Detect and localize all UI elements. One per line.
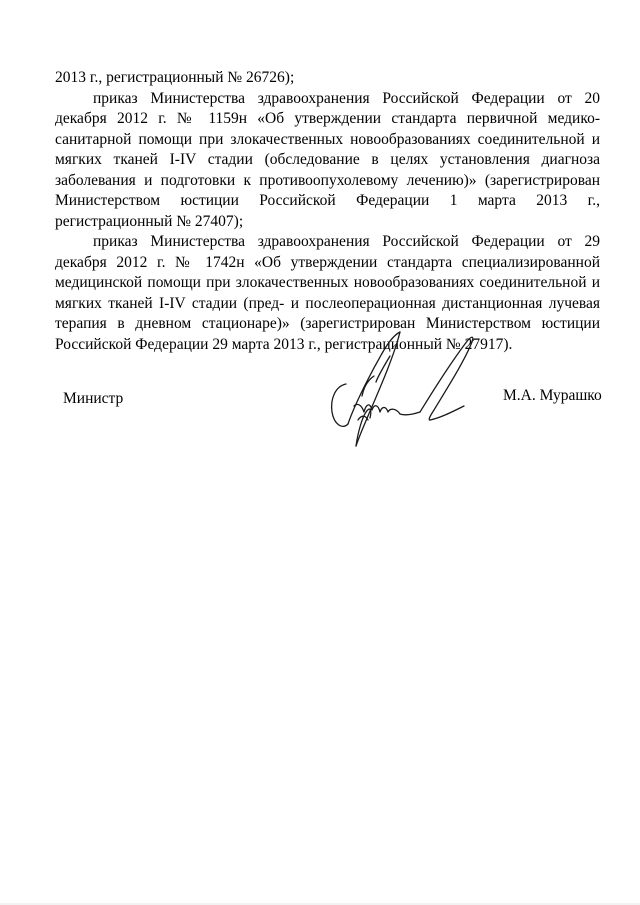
signer-name: М.А. Мурашко [503,387,602,404]
position-label: Министр [63,390,124,407]
paragraph-order-1742n: приказ Министерства здравоохранения Российской Федерации от 29 декабря 2012 г. № 1742н «Об утверждении стандарта специализированной медицинской помощи при злокачественных новообразованиях соединительной и мягких тканей I-IV стадии (пред- и послеоперационная дистанционная лучевая терапия в дневном стационаре)» (зарегистрирован Министерством юстиции Российской Федерации 29 марта 2013 г., регистрационный № 27917). [55,233,600,353]
paragraph-order-1159n: приказ Министерства здравоохранения Российской Федерации от 20 декабря 2012 г. № 1159н «Об утверждении стандарта первичной медико-санитарной помощи при злокачественных новообразованиях соединительной и мягких тканей I-IV стадии (обследование в целях установления диагноза заболевания и подготовки к противоопухолевому лечению)» (зарегистрирован Министерством юстиции Российской Федерации 1 марта 2013 г., регистрационный № 27407); [55,89,600,230]
document-body [55,68,600,355]
paragraph-continuation: 2013 г., регистрационный № 26726); [55,69,295,86]
